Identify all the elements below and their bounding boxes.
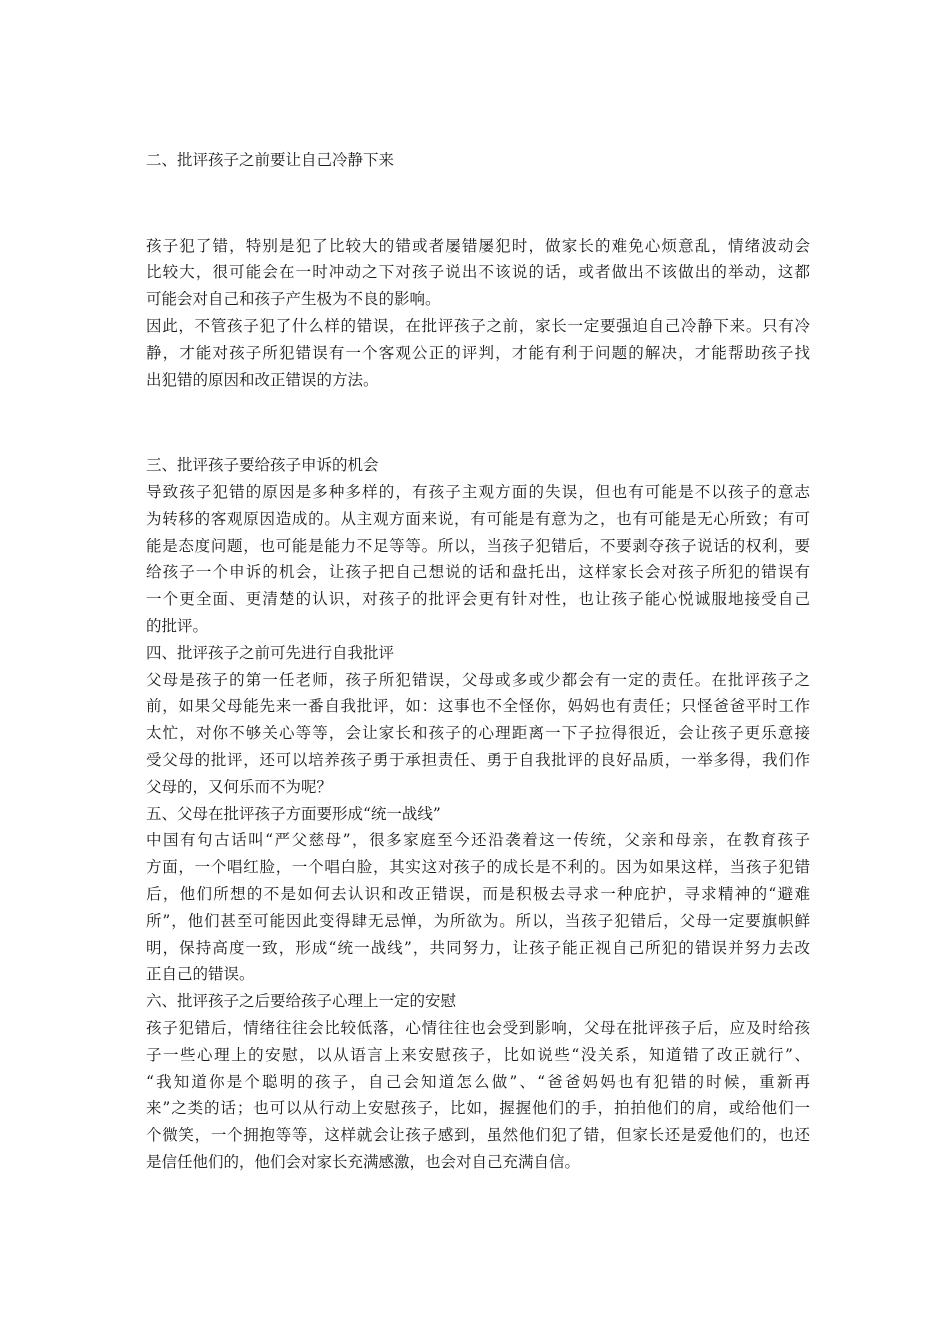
text-line: 明，保持高度一致，形成“统一战线”，共同努力，让孩子能正视自己所犯的错误并努力去改 (146, 938, 810, 957)
text-line: 受父母的批评，还可以培养孩子勇于承担责任、勇于自我批评的良好品质，一举多得，我们作 (146, 750, 810, 769)
text-line: 中国有句古话叫“严父慈母”，很多家庭至今还沿袭着这一传统，父亲和母亲，在教育孩子 (146, 831, 810, 850)
text-line: 后，他们所想的不是如何去认识和改正错误，而是积极去寻求一种庇护，寻求精神的“避难 (146, 884, 810, 903)
blank-line (146, 409, 810, 436)
text-line: 方面，一个唱红脸，一个唱白脸，其实这对孩子的成长是不利的。因为如果这样，当孩子犯错 (146, 858, 810, 877)
blank-line (146, 190, 810, 217)
text-line: 父母的，又何乐而不为呢？ (146, 777, 333, 796)
text-line: 出犯错的原因和改正错误的方法。 (146, 370, 379, 389)
text-line: 正自己的错误。 (146, 965, 255, 984)
text-line: 子一些心理上的安慰，以从语言上来安慰孩子，比如说些“没关系，知道错了改正就行”、 (146, 1045, 810, 1064)
text-line: 前，如果父母能先来一番自我批评，如：这事也不全怪你，妈妈也有责任；只怪爸爸平时工作 (146, 697, 810, 716)
text-line: 所”，他们甚至可能因此变得肆无忌惮，为所欲为。所以，当孩子犯错后，父母一定要旗帜鲜 (146, 911, 810, 930)
text-line: 因此，不管孩子犯了什么样的错误，在批评孩子之前，家长一定要强迫自己冷静下来。只有冷 (146, 316, 810, 335)
text-line: 二、批评孩子之前要让自己冷静下来 (146, 151, 395, 169)
text-line: 静，才能对孩子所犯错误有一个客观公正的评判，才能有利于问题的解决，才能帮助孩子找 (146, 343, 810, 362)
text-line: 比较大，很可能会在一时冲动之下对孩子说出不该说的话，或者做出不该做出的举动，这都 (146, 263, 810, 282)
text-line: 个微笑，一个拥抱等等，这样就会让孩子感到，虽然他们犯了错，但家长还是爱他们的，也还 (146, 1126, 810, 1145)
text-line: 是信任他们的，他们会对家长充满感激，也会对自己充满自信。 (146, 1152, 581, 1171)
text-line: 父母是孩子的第一任老师，孩子所犯错误，父母或多或少都会有一定的责任。在批评孩子之 (146, 670, 810, 689)
text-line: 一个更全面、更清楚的认识，对孩子的批评会更有针对性，也让孩子能心悦诚服地接受自己 (146, 590, 810, 609)
text-line: 三、批评孩子要给孩子申诉的机会 (146, 456, 379, 475)
text-line: 能是态度问题，也可能是能力不足等等。所以，当孩子犯错后，不要剥夺孩子说话的权利，要 (146, 536, 810, 555)
text-line: 孩子犯错后，情绪往往会比较低落，心情往往也会受到影响，父母在批评孩子后，应及时给孩 (146, 1018, 810, 1037)
text-line: 导致孩子犯错的原因是多种多样的，有孩子主观方面的失误，但也有可能是不以孩子的意志 (146, 482, 810, 501)
text-line: 六、批评孩子之后要给孩子心理上一定的安慰 (146, 992, 457, 1011)
text-line: 五、父母在批评孩子方面要形成“统一战线” (146, 804, 441, 823)
text-line: 给孩子一个申诉的机会，让孩子把自己想说的话和盘托出，这样家长会对孩子所犯的错误有 (146, 563, 810, 582)
text-line: 四、批评孩子之前可先进行自我批评 (146, 643, 395, 662)
document-page (146, 147, 810, 1176)
text-line: 可能会对自己和孩子产生极为不良的影响。 (146, 290, 441, 309)
text-line: 太忙，对你不够关心等等，会让家长和孩子的心理距离一下子拉得很近，会让孩子更乐意接 (146, 724, 810, 743)
text-line: “我知道你是个聪明的孩子，自己会知道怎么做”、“爸爸妈妈也有犯错的时候，重新再 (146, 1072, 810, 1091)
text-line: 来”之类的话；也可以从行动上安慰孩子，比如，握握他们的手，拍拍他们的肩，或给他们一 (146, 1099, 810, 1118)
text-line: 的批评。 (146, 616, 209, 635)
text-line: 孩子犯了错，特别是犯了比较大的错或者屡错屡犯时，做家长的难免心烦意乱，情绪波动会 (146, 236, 810, 255)
text-line: 为转移的客观原因造成的。从主观方面来说，有可能是有意为之，也有可能是无心所致；有可 (146, 509, 810, 528)
